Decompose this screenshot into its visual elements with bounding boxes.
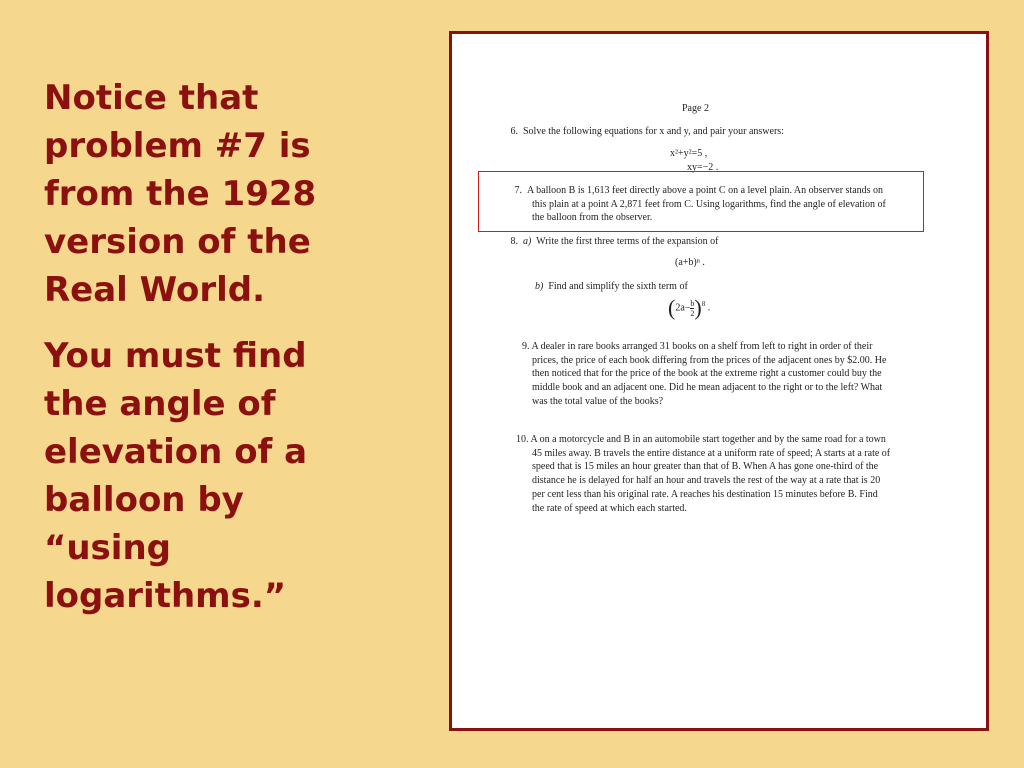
expansion-expression: (a+b)ⁿ . bbox=[675, 257, 705, 268]
document-page bbox=[452, 34, 986, 728]
slide-text bbox=[44, 74, 374, 638]
problem-text: Solve the following equations for x and y, and pair your answers: bbox=[523, 126, 784, 137]
problem-text: A balloon B is 1,613 feet directly above a point C on a level plain. An observer stands on this plain at a point A 2,871 feet from C. Using logarithms, find the angle of elevation of the balloon from the observer. bbox=[527, 185, 886, 224]
problem-9 bbox=[500, 340, 892, 409]
problem-number: 6. bbox=[510, 126, 518, 137]
problem-text: A dealer in rare books arranged 31 books on a shelf from left to right in order of their prices, the price of each book differing from the prices of the adjacent ones by $2.00. He then noticed that for the price of the book at the extreme right a customer could buy the middle book and an adjacent one. Did he mean adjacent to the right or to the left? What was the total value of the books? bbox=[531, 341, 887, 407]
part-b-label: b) bbox=[535, 281, 544, 292]
exponent: 8 bbox=[701, 300, 706, 308]
equation-2: xy=−2 . bbox=[687, 162, 719, 173]
problem-7: 7. A balloon B is 1,613 feet directly above a point C on a level plain. An observer stands on this plain at a point A 2,871 feet from C. Using logarithms, find the angle of elevation of the balloon from the observer. bbox=[514, 185, 886, 224]
part-a-label: a) bbox=[523, 236, 532, 247]
problem-8 bbox=[500, 235, 890, 249]
problem-8-part-b bbox=[500, 280, 890, 294]
sixth-term-expression: (2a− $\frac{b}{2}$ )$^8$ . bbox=[668, 295, 711, 321]
slide-paragraph-2: You must find the angle of elevation of a balloon by “using logarithms.” bbox=[44, 336, 308, 616]
problem-6 bbox=[500, 125, 890, 139]
problem-number: 10. bbox=[516, 434, 529, 445]
fraction: $\frac{b}{2}$ bbox=[690, 298, 695, 318]
expr-pre: 2a− bbox=[675, 302, 691, 314]
slide-paragraph-1: Notice that problem #7 is from the 1928 version of the Real World. bbox=[44, 78, 317, 310]
problem-number: 8. bbox=[510, 236, 518, 247]
problem-number: 9. bbox=[522, 341, 530, 352]
page-label: Page 2 bbox=[682, 103, 709, 114]
part-b-text: Find and simplify the sixth term of bbox=[548, 281, 688, 292]
part-a-text: Write the first three terms of the expansion of bbox=[536, 236, 719, 247]
document-frame bbox=[449, 31, 989, 731]
equation-1: x²+y²=5 , bbox=[670, 148, 708, 159]
problem-text: A on a motorcycle and B in an automobile start together and by the same road for a town 45 miles away. B travels the entire distance at a uniform rate of speed; A starts at a rate of speed that is 15 miles an hour greater than that of B. When A has gone one-third of the distance he is delayed for half an hour and travels the rest of the way at a rate that is 20 per cent less than his original rate. A reaches his destination 15 minutes before B. Find the rate of speed at which each started. bbox=[530, 434, 891, 514]
problem-10 bbox=[494, 433, 892, 515]
